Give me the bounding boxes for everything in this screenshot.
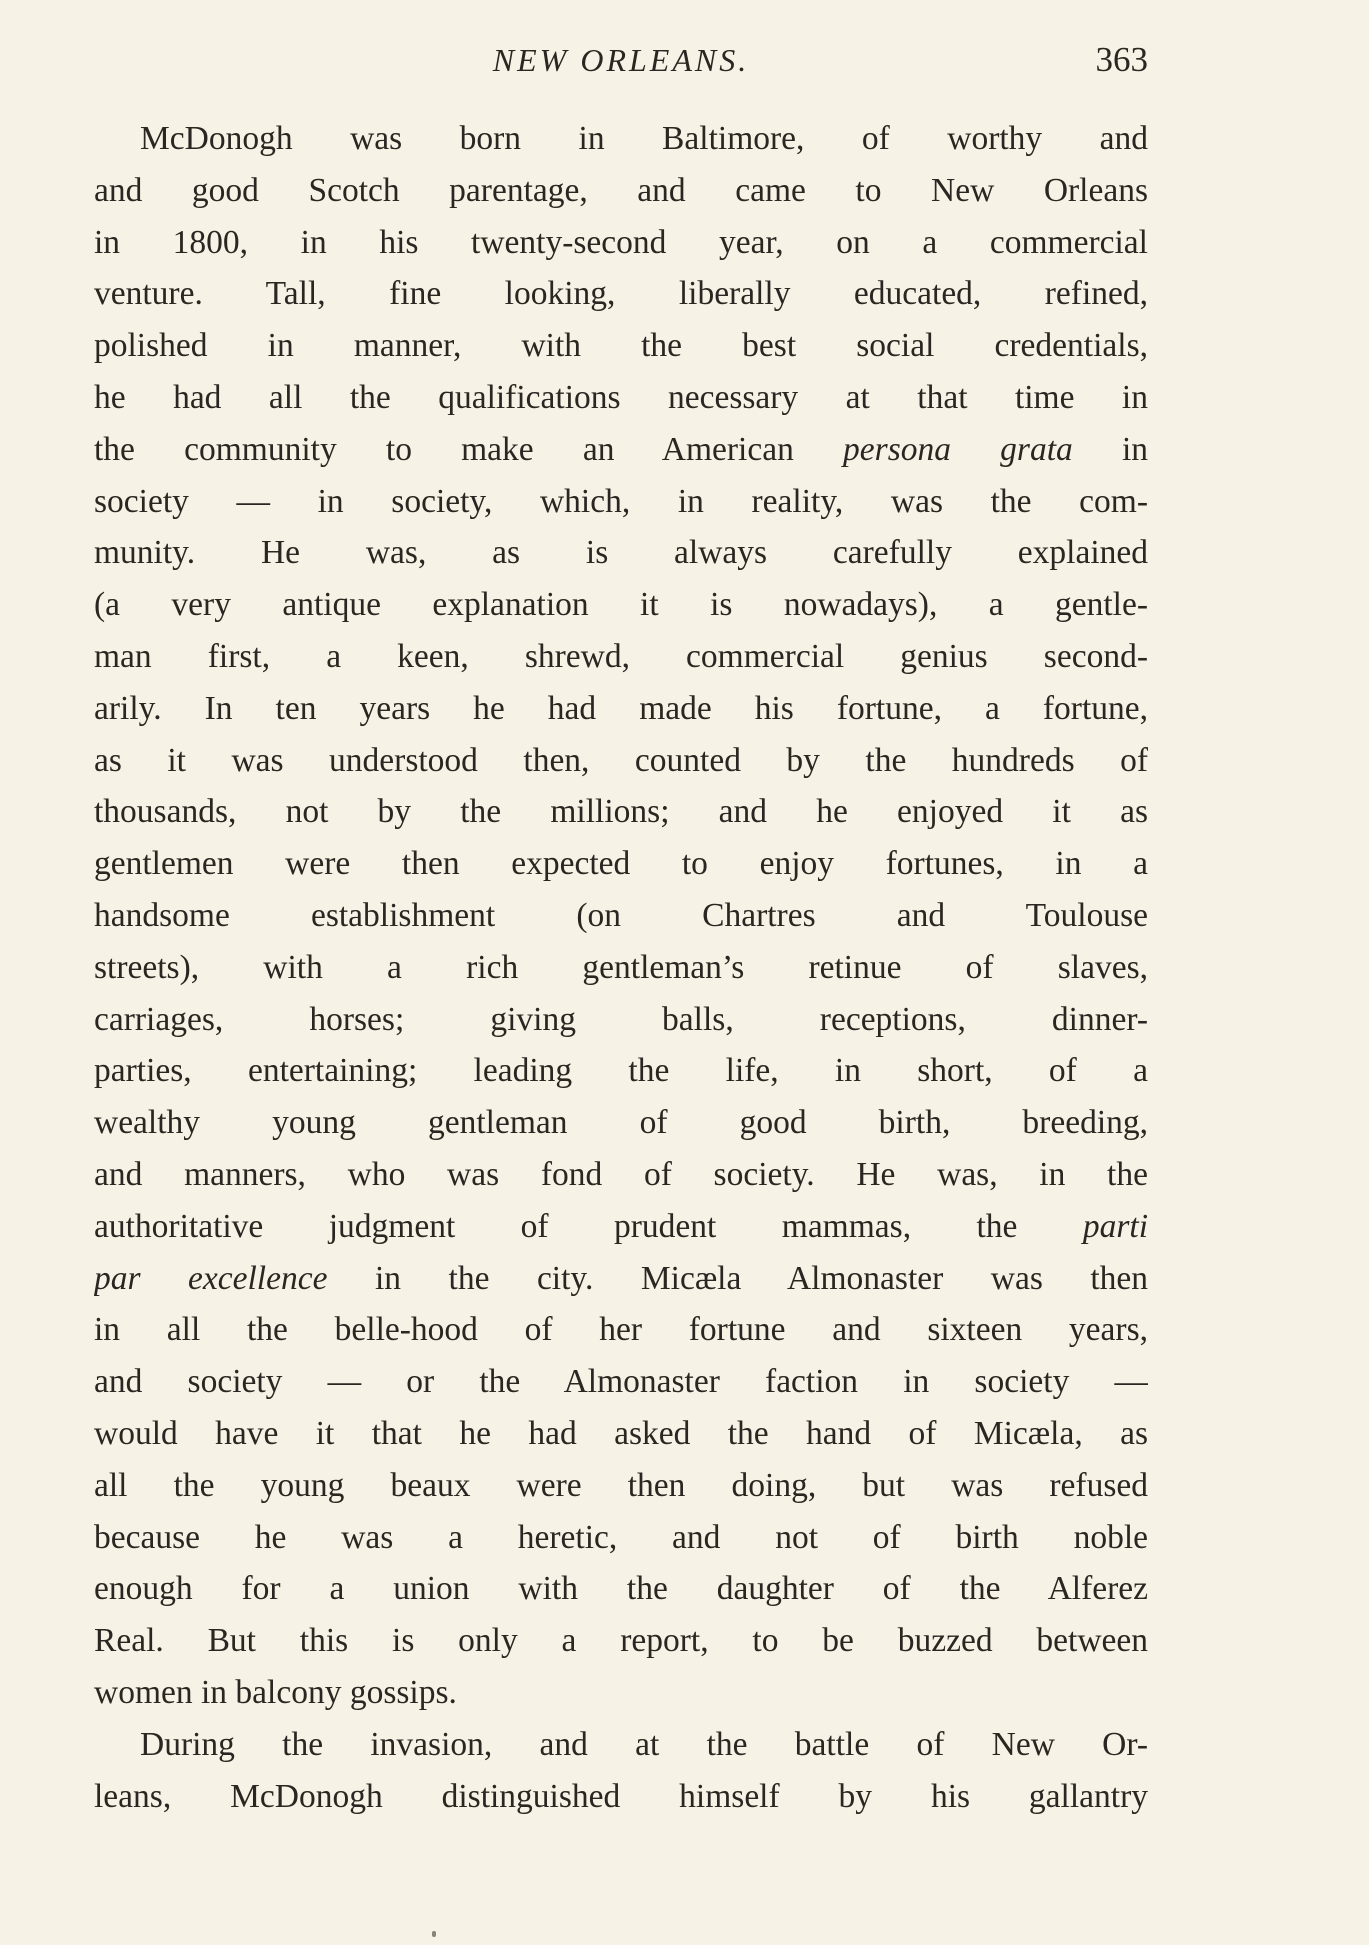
text-line: man first, a keen, shrewd, commercial genius second-	[94, 637, 1148, 675]
text-line	[94, 424, 1148, 476]
text-line: wealthy young gentleman of good birth, breeding,	[94, 1104, 1148, 1142]
text-line: in all the belle-hood of her fortune and sixteen years,	[94, 1311, 1148, 1349]
text-line: as it was understood then, counted by the hundreds of	[94, 741, 1148, 779]
text-line: (a very antique explanation it is nowadays), a gentle-	[94, 586, 1148, 624]
text-segment: in	[1121, 430, 1148, 468]
text-line: and society — or the Almonaster faction in society —	[94, 1363, 1148, 1401]
text-line: would have it that he had asked the hand of Micæla, as	[94, 1414, 1148, 1452]
text-line	[94, 1253, 1148, 1305]
text-line: munity. He was, as is always carefully explained	[94, 534, 1148, 572]
text-line: McDonogh was born in Baltimore, of worthy and	[140, 120, 1148, 157]
text-line: women in balcony gossips.	[94, 1673, 457, 1711]
text-line: and good Scotch parentage, and came to New Orleans	[94, 171, 1148, 209]
text-line: he had all the qualifications necessary at that time in	[94, 378, 1148, 416]
text-line: because he was a heretic, and not of birth noble	[94, 1518, 1148, 1556]
text-segment: authoritative judgment of prudent mammas, the	[94, 1207, 1018, 1245]
italic-phrase: parti	[1082, 1207, 1148, 1245]
text-line	[94, 1201, 1148, 1253]
text-line: enough for a union with the daughter of the Alferez	[94, 1570, 1148, 1608]
text-line: gentlemen were then expected to enjoy fortunes, in a	[94, 845, 1148, 883]
body-text	[94, 113, 1148, 1822]
running-title: NEW ORLEANS.	[492, 42, 750, 78]
text-line: all the young beaux were then doing, but was refused	[94, 1466, 1148, 1504]
text-line: During the invasion, and at the battle of New Or-	[140, 1725, 1148, 1763]
text-line: arily. In ten years he had made his fortune, a fortune,	[94, 689, 1148, 727]
text-line: carriages, horses; giving balls, receptions, dinner-	[94, 1000, 1148, 1038]
text-line: in 1800, in his twenty-second year, on a commercial	[94, 223, 1148, 261]
text-line: venture. Tall, fine looking, liberally educated, refined,	[94, 275, 1148, 313]
text-line: thousands, not by the millions; and he enjoyed it as	[94, 793, 1148, 831]
running-head	[94, 30, 1148, 90]
text-line: polished in manner, with the best social credentials,	[94, 327, 1148, 365]
text-line: Real. But this is only a report, to be buzzed between	[94, 1622, 1148, 1660]
italic-phrase: persona grata	[843, 430, 1073, 468]
text-line: parties, entertaining; leading the life, in short, of a	[94, 1052, 1148, 1090]
text-segment: the community to make an American	[94, 430, 794, 468]
italic-phrase: par excellence	[94, 1259, 328, 1297]
text-line: streets), with a rich gentleman’s retinue of slaves,	[94, 948, 1148, 986]
text-line: and manners, who was fond of society. He was, in the	[94, 1155, 1148, 1193]
text-line: handsome establishment (on Chartres and Toulouse	[94, 896, 1148, 934]
text-segment: in the city. Micæla Almonaster was then	[374, 1259, 1148, 1297]
text-line: leans, McDonogh distinguished himself by his gallantry	[94, 1777, 1148, 1815]
text-line: society — in society, which, in reality, was the com-	[94, 482, 1148, 520]
ink-speck	[432, 1931, 436, 1937]
page-number: 363	[1095, 40, 1148, 79]
